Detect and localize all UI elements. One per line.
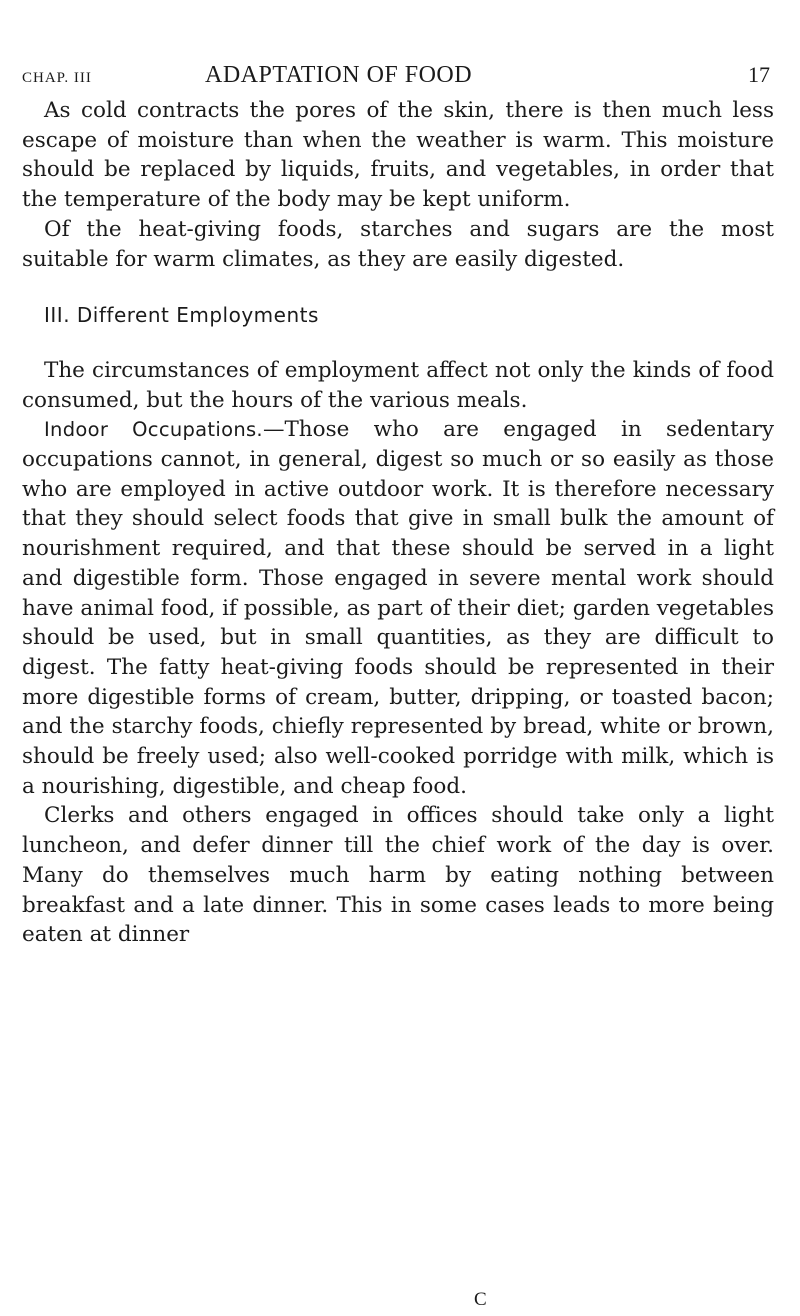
paragraph-employment: The circumstances of employment affect not only the kinds of food consumed, but the hours of the various meals.: [22, 357, 774, 413]
signature-mark: C: [474, 1289, 487, 1310]
paragraph-heat-giving-foods: Of the heat-giving foods, starches and sugars are the most suitable for warm climates, as they are easily digested.: [22, 216, 774, 272]
body-text: [22, 96, 774, 950]
run-in-heading: Indoor Occupations.: [44, 418, 263, 442]
paragraph-cold-climate: As cold contracts the pores of the skin, there is then much less escape of moisture than when the weather is warm. This moisture should be replaced by liquids, fruits, and vegetables, in order that the temperature of the body may be kept uniform.: [22, 98, 774, 213]
paragraph-indoor-occupations: [22, 415, 774, 801]
indoor-occupations-text: —Those who are engaged in sedentary occupations cannot, in general, digest so much or so easily as those who are employed in active outdoor work. It is therefore necessary that they should select foods that give in small bulk the amount of nourishment required, and that these should be served in a light and digestible form. Those engaged in severe mental work should have animal food, if possible, as part of their diet; garden vegetables should be used, but in small quantities, as they are difficult to digest. The fatty heat-giving foods should be represented in their more digestible forms of cream, butter, dripping, or toasted bacon; and the starchy foods, chiefly represented by bread, white or brown, should be freely used; also well-cooked porridge with milk, which is a nourishing, digestible, and cheap food.: [22, 417, 775, 799]
chapter-label: CHAP. III: [22, 70, 92, 86]
running-title: ADAPTATION OF FOOD: [205, 62, 473, 88]
page-number: 17: [748, 62, 770, 87]
running-head: [22, 62, 778, 94]
paragraph-clerks: Clerks and others engaged in offices should take only a light luncheon, and defer dinner till the chief work of the day is over. Many do themselves much harm by eating nothing between breakfast and a late dinner. This in some cases leads to more being eaten at dinner: [22, 803, 774, 948]
section-heading: III. Different Employments: [44, 303, 319, 328]
